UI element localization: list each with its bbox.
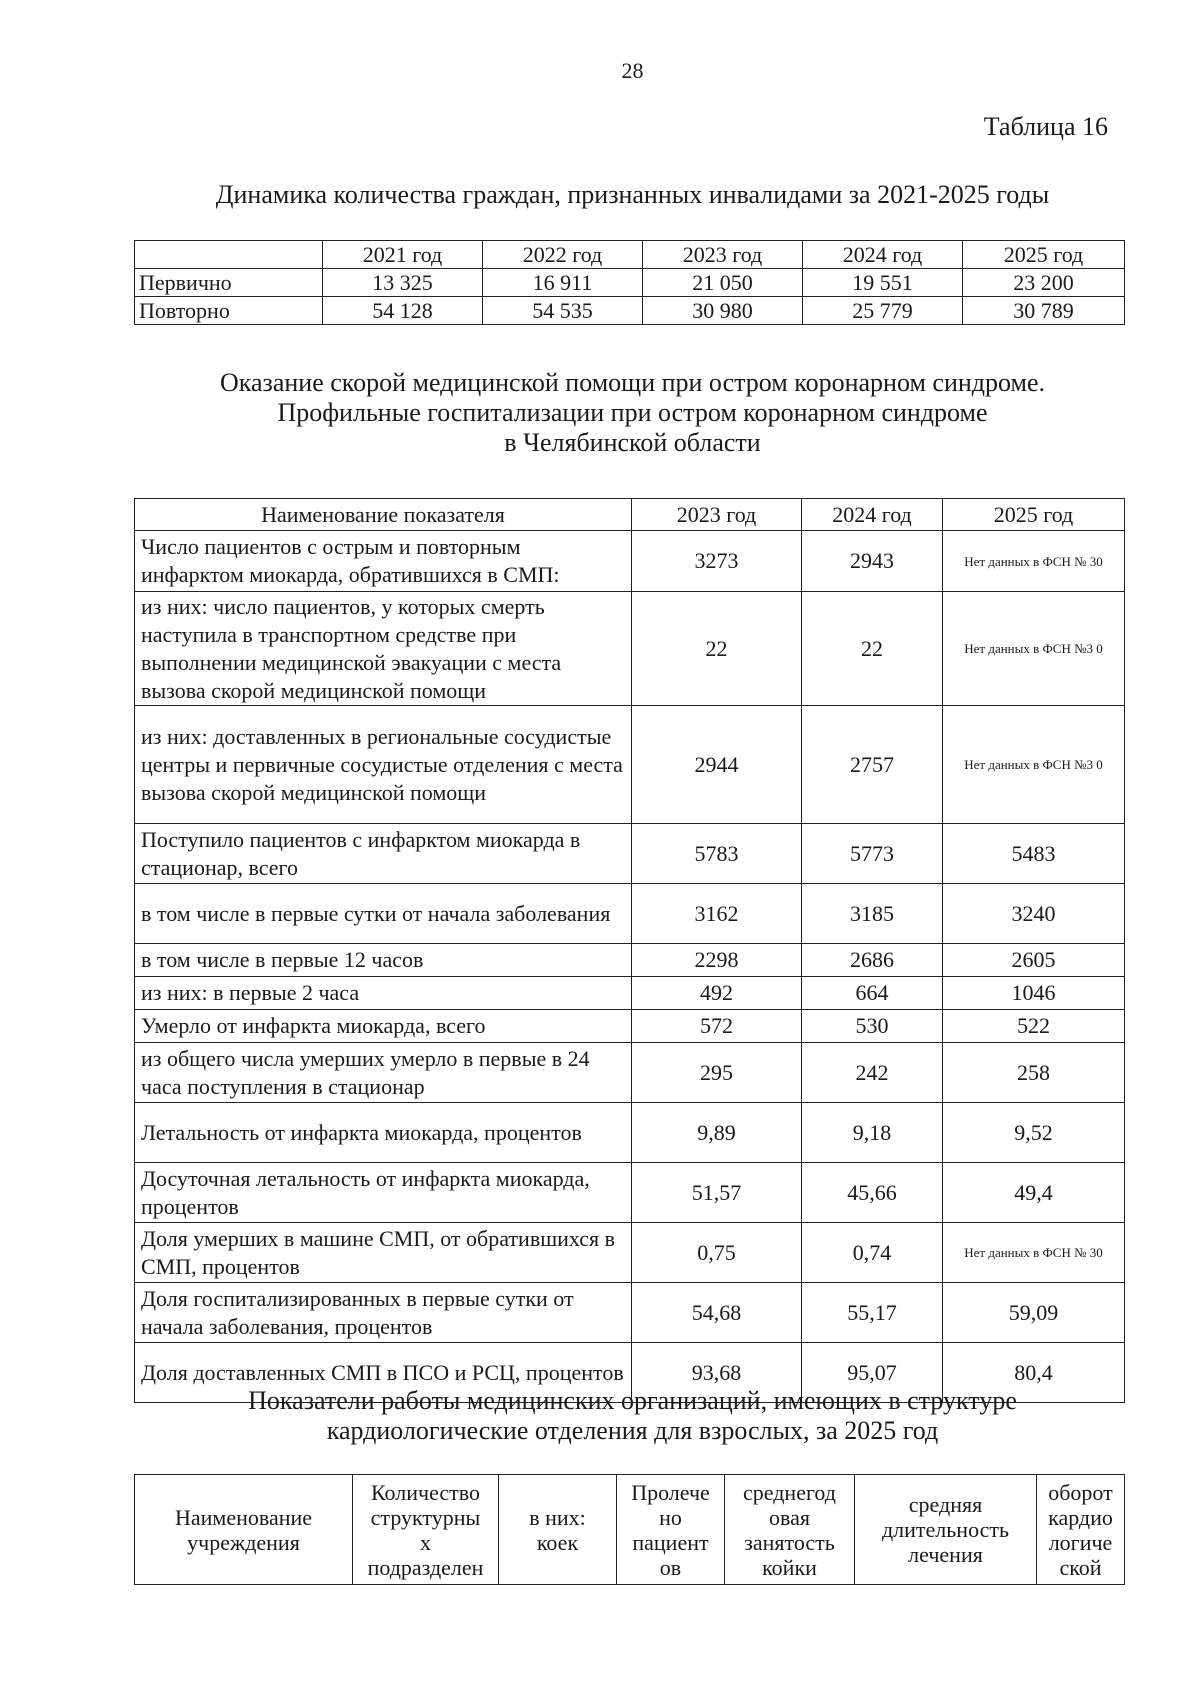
cell: 59,09: [943, 1283, 1125, 1343]
section2-title-line: Профильные госпитализации при остром коронарном синдроме: [277, 398, 988, 427]
cell: 9,89: [632, 1103, 802, 1163]
acs-table: [134, 498, 1125, 1403]
cell: Нет данных в ФСН № 30: [943, 1223, 1125, 1283]
section2-title-line: в Челябинской области: [504, 428, 761, 457]
table-row: [135, 944, 1125, 977]
section2-title-line: Оказание скорой медицинской помощи при остром коронарном синдроме.: [220, 368, 1045, 397]
cell: 80,4: [943, 1343, 1125, 1403]
cell: 23 200: [963, 269, 1125, 297]
cell: 2944: [632, 706, 802, 824]
header-line: логиче: [1048, 1529, 1113, 1555]
cell: 3240: [943, 884, 1125, 944]
cell: 664: [802, 977, 943, 1010]
cell: 9,52: [943, 1103, 1125, 1163]
cell: 30 789: [963, 297, 1125, 325]
indicator-name: из них: число пациентов, у которых смерть наступила в транспортном средстве при выполнении медицинской эвакуации с места вызова скорой медицинской помощи: [135, 592, 632, 706]
row-label: Повторно: [135, 297, 323, 325]
header-line: но: [659, 1504, 682, 1530]
header-cell: 2023 год: [632, 499, 802, 531]
indicator-name: Доля госпитализированных в первые сутки от начала заболевания, процентов: [135, 1283, 632, 1343]
cell: 2757: [802, 706, 943, 824]
header-line: оборот: [1048, 1479, 1113, 1505]
table-header-row: [135, 1475, 1125, 1585]
cell: 5483: [943, 824, 1125, 884]
header-line: овая: [769, 1504, 810, 1530]
header-cell: [617, 1475, 725, 1585]
section3-title: [0, 1386, 1200, 1446]
table-header-row: [135, 499, 1125, 531]
header-cell: 2024 год: [802, 499, 943, 531]
header-cell: [499, 1475, 617, 1585]
header-line: коек: [536, 1529, 579, 1555]
cell: 54 535: [483, 297, 643, 325]
cell: 22: [632, 592, 802, 706]
table-row: [135, 269, 1125, 297]
table-row: [135, 1223, 1125, 1283]
indicator-name: в том числе в первые сутки от начала заболевания: [135, 884, 632, 944]
cell: Нет данных в ФСН №3 0: [943, 592, 1125, 706]
header-line: кардио: [1048, 1504, 1113, 1530]
disability-table: [134, 240, 1125, 325]
table-row: [135, 1283, 1125, 1343]
table-label: Таблица 16: [983, 112, 1108, 141]
header-cell: 2025 год: [943, 499, 1125, 531]
cell: 45,66: [802, 1163, 943, 1223]
header-line: в них:: [529, 1504, 586, 1530]
header-line: лечения: [908, 1542, 983, 1567]
cell: 492: [632, 977, 802, 1010]
indicator-name: Число пациентов с острым и повторным инфарктом миокарда, обратившихся в СМП:: [135, 531, 632, 592]
cell: 13 325: [323, 269, 483, 297]
cell: 2298: [632, 944, 802, 977]
cell: 51,57: [632, 1163, 802, 1223]
header-cell: [725, 1475, 855, 1585]
table-row: [135, 1103, 1125, 1163]
cell: 2943: [802, 531, 943, 592]
section3-title-line: кардиологические отделения для взрослых, за 2025 год: [326, 1416, 939, 1445]
table-row: [135, 706, 1125, 824]
row-label: Первично: [135, 269, 323, 297]
cell: Нет данных в ФСН №3 0: [943, 706, 1125, 824]
cell: 95,07: [802, 1343, 943, 1403]
cell: 5773: [802, 824, 943, 884]
cell: 0,75: [632, 1223, 802, 1283]
table-row: [135, 824, 1125, 884]
cell: 55,17: [802, 1283, 943, 1343]
header-cell: [1037, 1475, 1125, 1585]
header-cell: 2023 год: [643, 241, 803, 269]
header-cell: 2025 год: [963, 241, 1125, 269]
cell: 49,4: [943, 1163, 1125, 1223]
table-row: [135, 592, 1125, 706]
cell: 3162: [632, 884, 802, 944]
header-cell: 2022 год: [483, 241, 643, 269]
cell: 1046: [943, 977, 1125, 1010]
cell: 25 779: [803, 297, 963, 325]
table-row: [135, 531, 1125, 592]
cell: 3185: [802, 884, 943, 944]
cell: 93,68: [632, 1343, 802, 1403]
cell: 0,74: [802, 1223, 943, 1283]
header-line: длительность: [881, 1517, 1010, 1542]
header-line: занятость: [744, 1529, 835, 1555]
header-cell: [135, 1475, 353, 1585]
indicator-name: в том числе в первые 12 часов: [135, 944, 632, 977]
cardiology-table: [134, 1474, 1125, 1585]
cell: 242: [802, 1043, 943, 1103]
table-row: [135, 297, 1125, 325]
cell: Нет данных в ФСН № 30: [943, 531, 1125, 592]
header-line: Пролече: [631, 1479, 710, 1505]
header-cell: 2024 год: [803, 241, 963, 269]
header-line: койки: [762, 1554, 817, 1580]
cell: 572: [632, 1010, 802, 1043]
header-line: пациент: [632, 1529, 709, 1555]
table-row: [135, 1010, 1125, 1043]
indicator-name: из них: доставленных в региональные сосудистые центры и первичные сосудистые отделения с места вызова скорой медицинской помощи: [135, 706, 632, 824]
cell: 21 050: [643, 269, 803, 297]
indicator-name: Доля умерших в машине СМП, от обратившихся в СМП, процентов: [135, 1223, 632, 1283]
page-number: 28: [621, 58, 644, 83]
cell: 30 980: [643, 297, 803, 325]
header-line: подразделен: [367, 1554, 484, 1580]
header-cell: [855, 1475, 1037, 1585]
cell: 295: [632, 1043, 802, 1103]
cell: 3273: [632, 531, 802, 592]
indicator-name: Летальность от инфаркта миокарда, процентов: [135, 1103, 632, 1163]
table-row: [135, 1043, 1125, 1103]
indicator-name: из них: в первые 2 часа: [135, 977, 632, 1010]
header-line: структурны: [370, 1504, 481, 1530]
header-cell: [135, 241, 323, 269]
indicator-name: Умерло от инфаркта миокарда, всего: [135, 1010, 632, 1043]
cell: 258: [943, 1043, 1125, 1103]
section2-title: [0, 368, 1200, 458]
header-line: средняя: [908, 1492, 983, 1517]
cell: 16 911: [483, 269, 643, 297]
header-line: учреждения: [187, 1529, 300, 1555]
cell: 19 551: [803, 269, 963, 297]
cell: 54,68: [632, 1283, 802, 1343]
section3-title-line: Показатели работы медицинских организаций, имеющих в структуре: [248, 1386, 1017, 1415]
header-line: ской: [1059, 1554, 1102, 1580]
section1-title: Динамика количества граждан, признанных инвалидами за 2021-2025 годы: [215, 180, 1050, 209]
table-header-row: [135, 241, 1125, 269]
indicator-name: Поступило пациентов с инфарктом миокарда в стационар, всего: [135, 824, 632, 884]
cell: 2605: [943, 944, 1125, 977]
table-row: [135, 977, 1125, 1010]
cell: 54 128: [323, 297, 483, 325]
cell: 22: [802, 592, 943, 706]
header-line: Наименование: [174, 1504, 313, 1530]
header-line: среднегод: [742, 1479, 836, 1505]
table-row: [135, 884, 1125, 944]
header-cell: [353, 1475, 499, 1585]
header-line: х: [420, 1529, 431, 1555]
indicator-name: Доля доставленных СМП в ПСО и РСЦ, процентов: [135, 1343, 632, 1403]
cell: 9,18: [802, 1103, 943, 1163]
header-line: ов: [659, 1554, 682, 1580]
header-line: Количество: [370, 1479, 481, 1505]
cell: 522: [943, 1010, 1125, 1043]
cell: 530: [802, 1010, 943, 1043]
indicator-name: из общего числа умерших умерло в первые в 24 часа поступления в стационар: [135, 1043, 632, 1103]
indicator-name: Досуточная летальность от инфаркта миокарда, процентов: [135, 1163, 632, 1223]
header-cell: Наименование показателя: [135, 499, 632, 531]
header-cell: 2021 год: [323, 241, 483, 269]
table-row: [135, 1163, 1125, 1223]
cell: 2686: [802, 944, 943, 977]
cell: 5783: [632, 824, 802, 884]
